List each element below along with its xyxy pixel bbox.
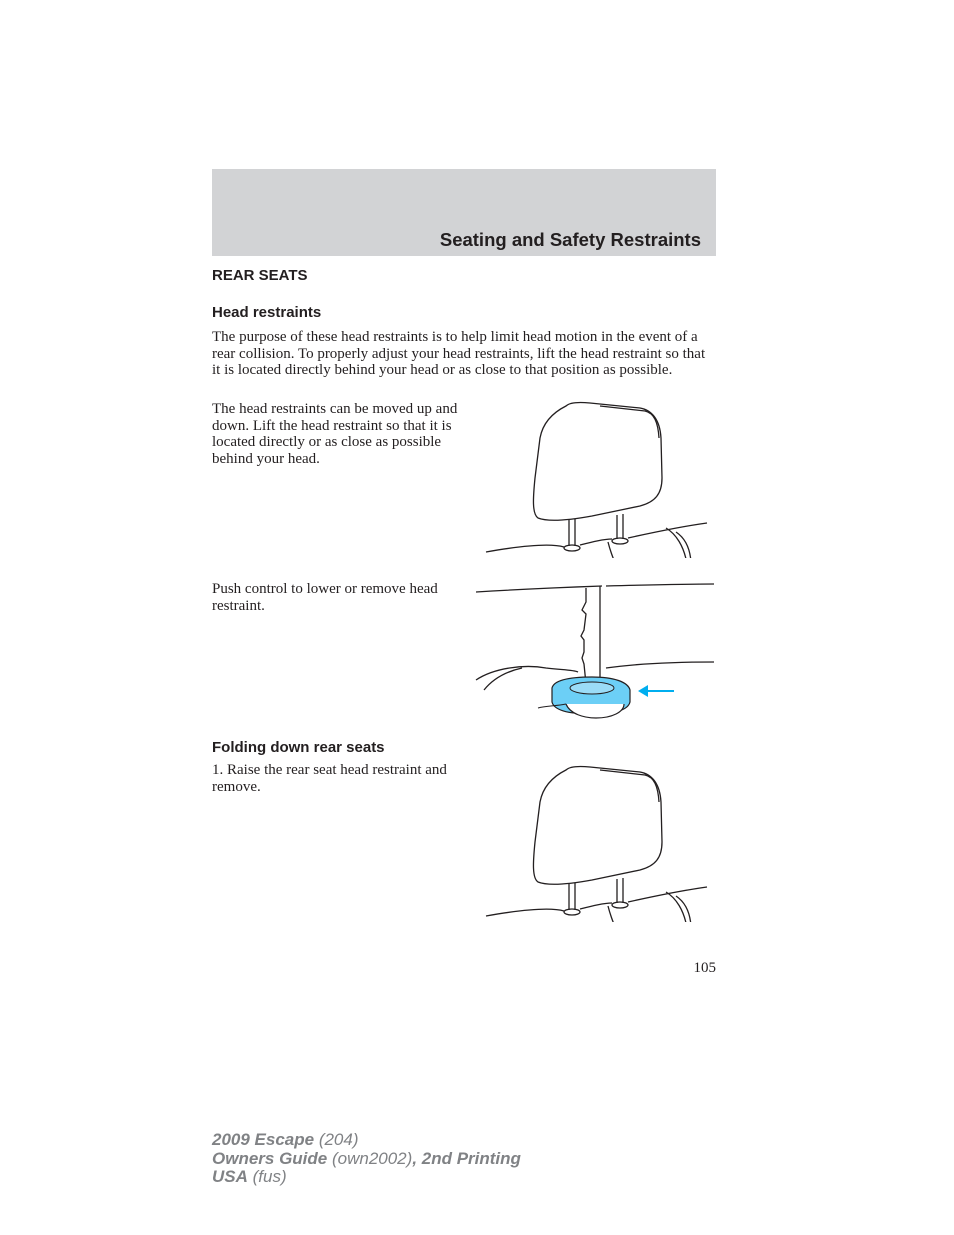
head-restraint-illustration bbox=[480, 398, 716, 558]
page-number: 105 bbox=[693, 960, 716, 976]
footer-publication-info bbox=[212, 1131, 521, 1187]
push-control-illustration bbox=[474, 580, 716, 720]
footer-line-2: Owners Guide (own2002), 2nd Printing bbox=[212, 1148, 521, 1168]
footer-line-1: 2009 Escape (204) bbox=[212, 1130, 359, 1149]
push-control-paragraph: Push control to lower or remove head restraint. bbox=[212, 581, 438, 614]
arrow-icon bbox=[638, 685, 674, 697]
head-restraint-removal-illustration bbox=[480, 762, 716, 922]
folding-step-1: 1. Raise the rear seat head restraint and remove. bbox=[212, 762, 447, 795]
head-restraints-intro-paragraph: The purpose of these head restraints is to help limit head motion in the event of a rear collision. To properly adjust your head restraints, lift the head restraint so that it is located directly behind your head or as close to that position as possible. bbox=[212, 329, 706, 379]
head-restraints-heading: Head restraints bbox=[212, 304, 322, 321]
folding-seats-heading: Folding down rear seats bbox=[212, 739, 385, 756]
section-title: REAR SEATS bbox=[212, 267, 308, 284]
footer-line-3: USA (fus) bbox=[212, 1167, 287, 1186]
section-header-band bbox=[212, 169, 716, 256]
section-header-title: Seating and Safety Restraints bbox=[439, 229, 701, 250]
head-restraints-adjust-paragraph: The head restraints can be moved up and down. Lift the head restraint so that it is located directly or as close as possible behind your head. bbox=[212, 401, 458, 467]
